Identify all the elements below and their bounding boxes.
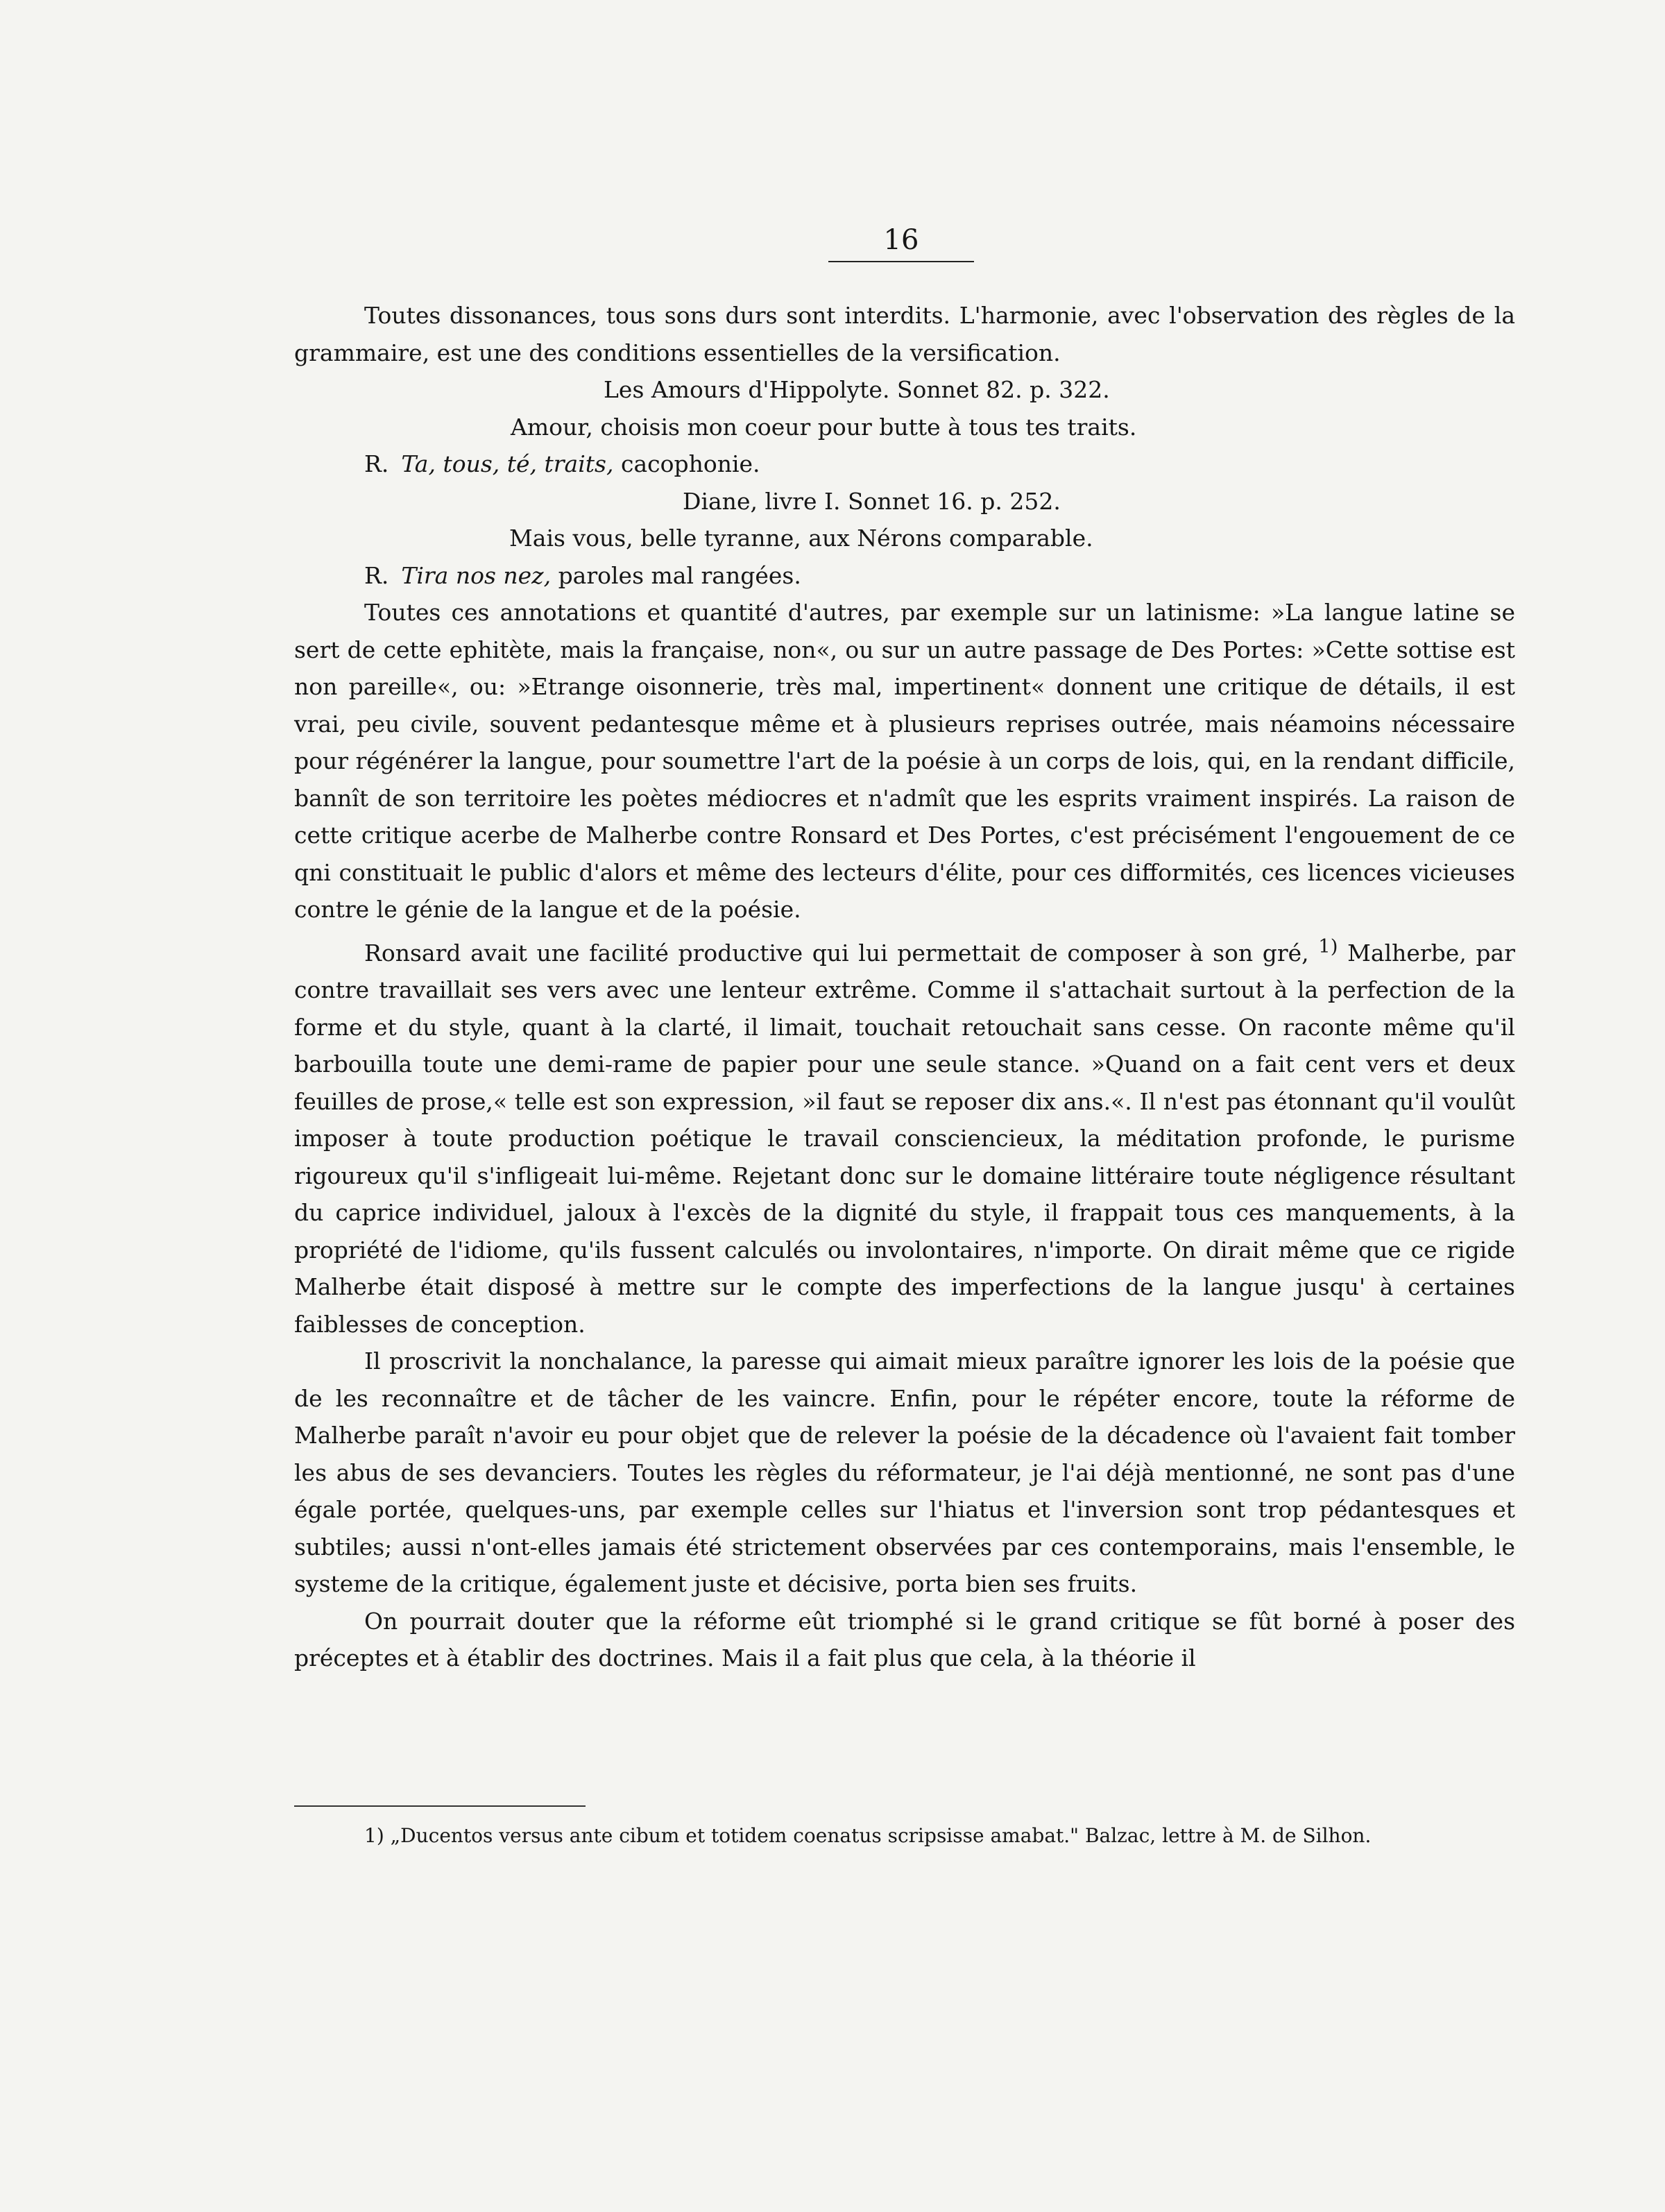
remark-italic: Ta, tous, té, traits, bbox=[401, 450, 614, 477]
paragraph-ronsard bbox=[294, 928, 1515, 1343]
verse-amour: Amour, choisis mon coeur pour butte à tous tes traits. bbox=[511, 413, 1137, 441]
remark-label: R. bbox=[364, 450, 389, 477]
remark-italic: Tira nos nez, bbox=[401, 561, 552, 589]
body-text bbox=[294, 297, 1515, 1677]
page-number: 16 bbox=[828, 223, 974, 262]
paragraph-nonchalance: Il proscrivit la nonchalance, la paresse qui aimait mieux paraître ignorer les lois de la poésie que de les reconnaître et de tâcher de les vaincre. Enfin, pour le répéter encore, toute la réforme de Malherbe paraît n'avoir eu pour objet que de relever la poésie de la décadence où l'avaient fait tomber les abus de ses devanciers. Toutes les règles du réformateur, je l'ai déjà mentionné, ne sont pas d'une égale portée, quelques-uns, par exemple celles sur l'hiatus et l'inversion sont trop pédantesques et subtiles; aussi n'ont-elles jamais été strictement observées par ces contemporains, mais l'ensemble, le systeme de la critique, également juste et décisive, porta bien ses fruits. bbox=[294, 1347, 1515, 1597]
remark-2 bbox=[294, 557, 1515, 595]
citation-hippolyte: Les Amours d'Hippolyte. Sonnet 82. p. 322. bbox=[604, 376, 1110, 403]
paragraph-harmony: Toutes dissonances, tous sons durs sont interdits. L'harmonie, avec l'observation des règles de la grammaire, est une des conditions essentielles de la versification. bbox=[294, 302, 1515, 366]
citation-diane: Diane, livre I. Sonnet 16. p. 252. bbox=[683, 487, 1061, 515]
footnote-marker: 1) bbox=[364, 1824, 384, 1847]
verse-tyranne: Mais vous, belle tyranne, aux Nérons comparable. bbox=[509, 525, 1093, 552]
remark-text: paroles mal rangées. bbox=[558, 561, 801, 589]
paragraph-ronsard-rest: Malherbe, par contre travaillait ses vers avec une lenteur extrême. Comme il s'attachait surtout à la perfection de la forme et du style, quant à la clarté, il limait, touchait retouchait sans cesse. On raconte même qu'il barbouilla toute une demi-rame de papier pour une seule stance. »Quand on a fait cent vers et deux feuilles de prose,« telle est son expression, »il faut se reposer dix ans.«. Il n'est pas étonnant qu'il voulût imposer à toute production poétique le travail consciencieux, la méditation profonde, le purisme rigoureux qu'il s'infligeait lui-même. Rejetant donc sur le domaine littéraire toute négligence résultant du caprice individuel, jaloux à l'excès de la dignité du style, il frappait tous ces manquements, à la propriété de l'idiome, qu'ils fussent calculés ou involontaires, n'importe. On dirait même que ce rigide Malherbe était disposé à mettre sur le compte des imperfections de la langue jusqu' à certaines faiblesses de conception. bbox=[294, 939, 1515, 1338]
footnote-text: „Ducentos versus ante cibum et totidem coenatus scripsisse amabat." Balzac, lettre à M. de Silhon. bbox=[390, 1824, 1372, 1847]
footnote-divider bbox=[294, 1805, 586, 1807]
footnote bbox=[364, 1822, 1515, 1850]
paragraph-reforme: On pourrait douter que la réforme eût triomphé si le grand critique se fût borné à poser des préceptes et à établir des doctrines. Mais il a fait plus que cela, à la théorie il bbox=[294, 1607, 1515, 1671]
paragraph-annotations: Toutes ces annotations et quantité d'autres, par exemple sur un latinisme: »La langue latine se sert de cette ephitète, mais la française, non«, ou sur un autre passage de Des Portes: »Cette sottise est non pareille«, ou: »Etrange oisonnerie, très mal, impertinent« donnent une critique de détails, il est vrai, peu civile, souvent pedantesque même et à plusieurs reprises outrée, mais néamoins nécessaire pour régénérer la langue, pour soumettre l'art de la poésie à un corps de lois, qui, en la rendant difficile, bannît de son territoire les poètes médiocres et n'admît que les esprits vraiment inspirés. La raison de cette critique acerbe de Malherbe contre Ronsard et Des Portes, c'est précisément l'engouement de ce qni constituait le public d'alors et même des lecteurs d'élite, pour ces difformités, ces licences vicieuses contre le génie de la langue et de la poésie. bbox=[294, 599, 1515, 923]
remark-text: cacophonie. bbox=[620, 450, 760, 477]
paragraph-ronsard-start: Ronsard avait une facilité productive qui lui permettait de composer à son gré, bbox=[364, 939, 1309, 967]
remark-label: R. bbox=[364, 561, 389, 589]
remark-1 bbox=[294, 445, 1515, 483]
footnote-reference: 1) bbox=[1318, 935, 1338, 958]
